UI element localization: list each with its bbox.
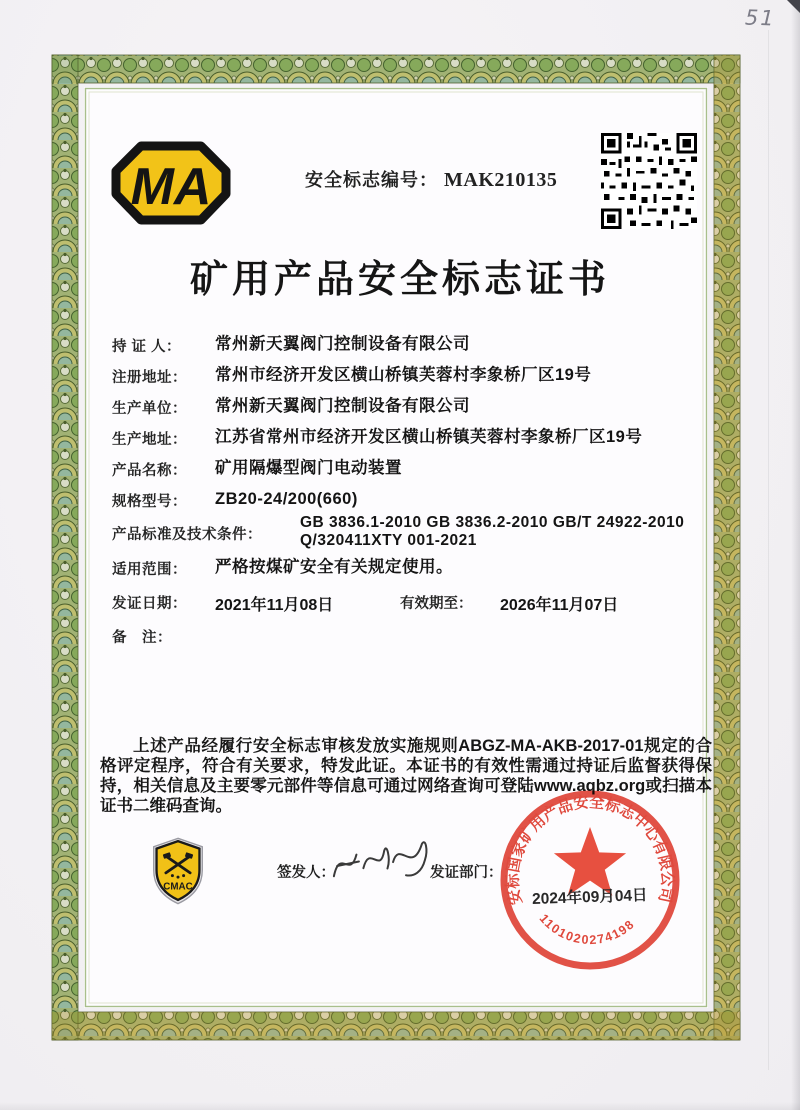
field-row-standards (112, 514, 712, 550)
field-value: GB 3836.1-2010 GB 3836.2-2010 GB/T 24922-2010 Q/320411XTY 001-2021 (300, 514, 685, 549)
ma-logo-text: MA (130, 158, 212, 216)
field-label: 持 证 人： (112, 339, 182, 355)
certification-statement: 上述产品经履行安全标志审核发放实施规则ABGZ-MA-AKB-2017-01规定的合格评定程序，符合有关要求，特发此证。本证书的有效性需通过持证后监督获得保持，相关信息及主要零元部件等信息可通过网络查询可登陆www.aqbz.org或扫描本证书二维码查询。 (100, 737, 712, 815)
field-value: 常州市经济开发区横山桥镇芙蓉村李象桥厂区19号 (215, 366, 592, 384)
field-value: 常州新天翼阀门控制设备有限公司 (215, 335, 470, 353)
field-row-prod-address (112, 428, 712, 449)
field-value: 江苏省常州市经济开发区横山桥镇芙蓉村李象桥厂区19号 (215, 428, 643, 446)
field-label: 规格型号： (112, 494, 187, 510)
issuing-department-label: 发证部门： (430, 865, 503, 881)
stamp-ring-text: 安标国家矿用产品安全标志中心有限公司 (504, 793, 676, 907)
field-label: 适用范围： (112, 562, 187, 578)
field-row-remark (112, 626, 712, 647)
field-label: 注册地址： (112, 370, 187, 386)
field-value: 常州新天翼阀门控制设备有限公司 (215, 397, 470, 415)
remark-label: 备 注： (112, 630, 172, 646)
certificate-title: 矿用产品安全标志证书 (189, 259, 610, 301)
field-label: 产品名称： (112, 463, 187, 479)
field-row-holder (112, 335, 712, 356)
issue-date-value: 2021年11月08日 (215, 597, 334, 614)
cert-number-label: 安全标志编号： (305, 170, 438, 190)
svg-text:1101020274198 (537, 911, 638, 947)
field-row-reg-address (112, 366, 712, 387)
field-label: 产品标准及技术条件： (112, 527, 262, 543)
field-value: ZB20-24/200(660) (215, 490, 358, 508)
field-value: 矿用隔爆型阀门电动装置 (215, 459, 402, 477)
field-label: 生产单位： (112, 401, 187, 417)
issue-date-label: 发证日期： (112, 596, 187, 612)
field-row-model (112, 490, 712, 511)
cert-number-value: MAK210135 (444, 169, 558, 191)
issuer-signature (325, 833, 435, 891)
stamp-star-icon (554, 827, 626, 896)
field-row-dates (112, 592, 712, 615)
scan-edge-shadow-bottom (0, 1102, 800, 1110)
handwritten-page-number: 51 (744, 5, 777, 31)
cmac-label: CMAC (163, 881, 193, 893)
field-value: 严格按煤矿安全有关规定使用。 (215, 558, 453, 576)
expiry-date-label: 有效期至： (400, 596, 473, 612)
official-red-stamp (495, 785, 685, 975)
field-label: 生产地址： (112, 432, 187, 448)
field-row-product-name (112, 459, 712, 480)
cmac-badge (150, 836, 206, 906)
issuer-label: 签发人： (277, 865, 335, 881)
field-row-manufacturer (112, 397, 712, 418)
expiry-date-value: 2026年11月07日 (500, 597, 619, 614)
stamp-number: 1101020274198 (536, 911, 638, 948)
stamp-date: 2024年09月04日 (531, 886, 648, 909)
scan-edge-shadow (791, 0, 800, 1110)
field-row-scope (112, 558, 712, 579)
paper-crease (768, 30, 769, 1070)
